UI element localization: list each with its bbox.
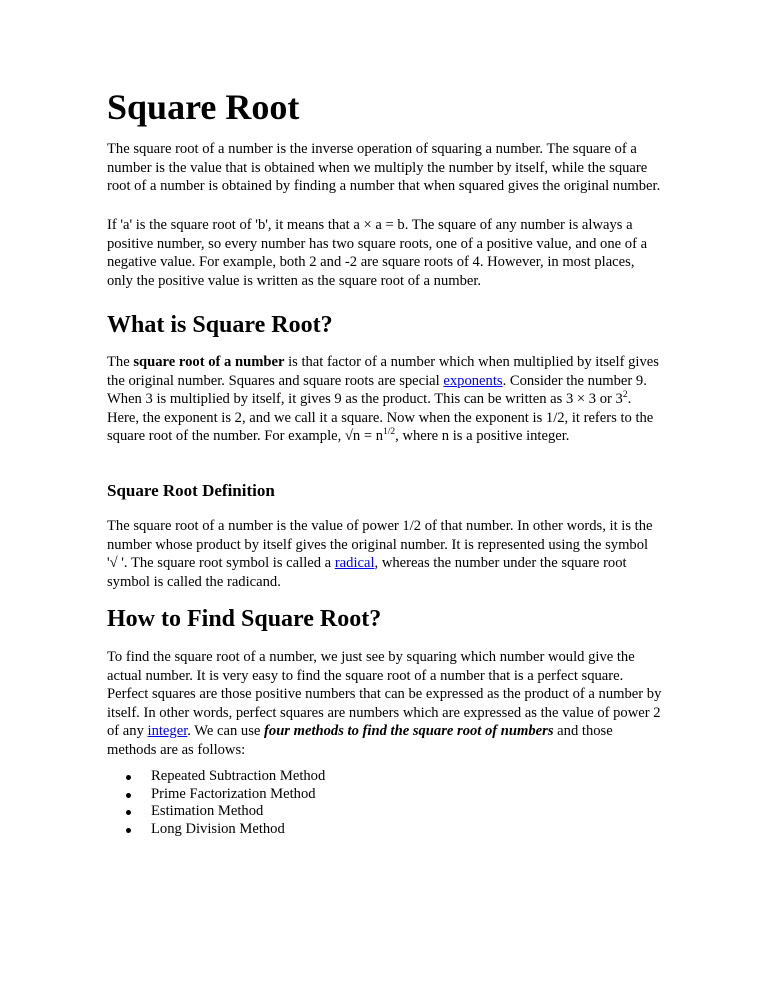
definition-paragraph: The square root of a number is the value of power 1/2 of that number. In other words, it is the number whose product by itself gives the original number. It is represented using the symbol '√ '. The square root symbol is called a radical, whereas the number under the square root symbol is called the radicand. [107,518,653,590]
list-item: Prime Factorization Method [107,786,325,804]
methods-list [107,768,325,838]
intro-paragraph-2: If 'a' is the square root of 'b', it means that a × a = b. The square of any number is always a positive number, so every number has two square roots, one of a positive value, and one of a negative value. For example, both 2 and -2 are square roots of 4. However, in most places, only the positive value is written as the square root of a number. [107,217,648,289]
four-methods-emphasis: four methods to find the square root of numbers [264,723,554,740]
radical-link[interactable]: radical [334,555,375,572]
what-is-paragraph: The square root of a number is that factor of a number which when multiplied by itself gives the original number. Squares and square roots are special exponents. Consider the number 9. When 3 is multiplied by itself, it gives 9 as the product. This can be written as 3 × 3 or $3^2$. Here, the exponent is 2, and we call it a square. Now when the exponent is 1/2, it refers to the square root of the number. For example, $√n = n^{1/2}$, where n is a positive integer. [107,354,659,445]
list-item: Repeated Subtraction Method [107,768,325,786]
how-to-paragraph: To find the square root of a number, we just see by squaring which number would give the actual number. It is very easy to find the square root of a number that is a perfect square. Perfect squares are those positive numbers that can be expressed as the product of a number by itself. In other words, perfect squares are numbers which are expressed as the value of power 2 of any integer. We can use four methods to find the square root of numbers and those methods are as follows: [107,649,662,758]
list-item: Estimation Method [107,803,325,821]
what-is-heading: What is Square Root? [107,312,333,338]
integer-link[interactable]: integer [147,723,188,740]
how-to-heading: How to Find Square Root? [107,606,382,632]
definition-heading: Square Root Definition [107,481,275,500]
square-root-term: square root of a number [133,354,285,370]
exponents-link[interactable]: exponents [443,372,503,389]
intro-paragraph-1: The square root of a number is the inverse operation of squaring a number. The square of a number is the value that is obtained when we multiply the number by itself, while the square root of a number is obtained by finding a number that when squared gives the original number. [107,141,661,195]
page-title: Square Root [107,87,300,127]
list-item: Long Division Method [107,821,325,839]
